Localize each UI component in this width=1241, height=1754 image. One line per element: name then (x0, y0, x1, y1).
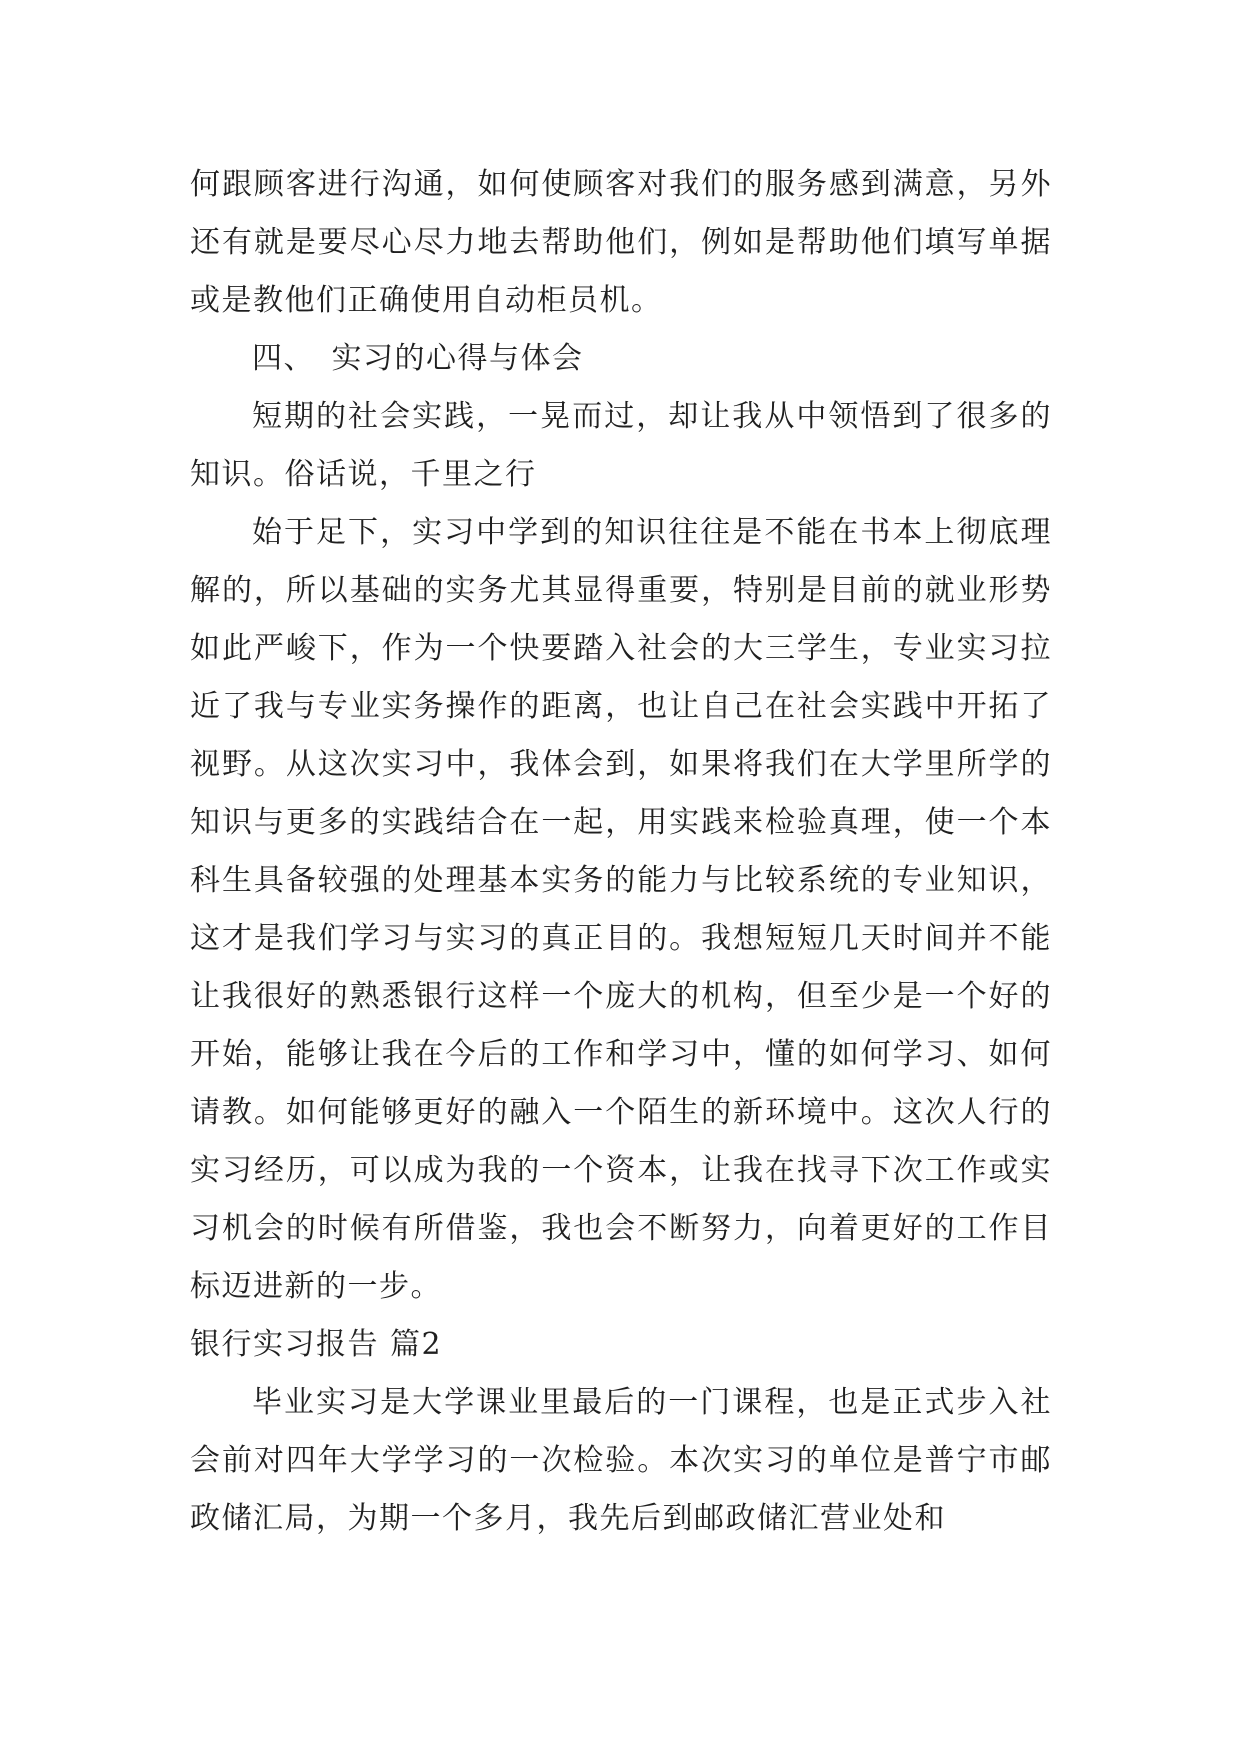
paragraph: 短期的社会实践，一晃而过，却让我从中领悟到了很多的知识。俗话说，千里之行 (190, 399, 1052, 492)
document-body (190, 156, 1052, 1548)
report-title: 银行实习报告 篇2 (190, 1327, 443, 1362)
section-heading: 四、 实习的心得与体会 (252, 341, 584, 376)
paragraph: 毕业实习是大学课业里最后的一门课程，也是正式步入社会前对四年大学学习的一次检验。本次实习的单位是普宁市邮政储汇局，为期一个多月，我先后到邮政储汇营业处和 (190, 1385, 1052, 1536)
paragraph-continuation: 何跟顾客进行沟通，如何使顾客对我们的服务感到满意，另外还有就是要尽心尽力地去帮助他们，例如是帮助他们填写单据或是教他们正确使用自动柜员机。 (190, 167, 1052, 318)
paragraph: 始于足下，实习中学到的知识往往是不能在书本上彻底理解的，所以基础的实务尤其显得重要，特别是目前的就业形势如此严峻下，作为一个快要踏入社会的大三学生，专业实习拉近了我与专业实务操作的距离，也让自己在社会实践中开拓了视野。从这次实习中，我体会到，如果将我们在大学里所学的知识与更多的实践结合在一起，用实践来检验真理，使一个本科生具备较强的处理基本实务的能力与比较系统的专业知识，这才是我们学习与实习的真正目的。我想短短几天时间并不能让我很好的熟悉银行这样一个庞大的机构，但至少是一个好的开始，能够让我在今后的工作和学习中，懂的如何学习、如何请教。如何能够更好的融入一个陌生的新环境中。这次人行的实习经历，可以成为我的一个资本，让我在找寻下次工作或实习机会的时候有所借鉴，我也会不断努力，向着更好的工作目标迈进新的一步。 (190, 515, 1052, 1304)
